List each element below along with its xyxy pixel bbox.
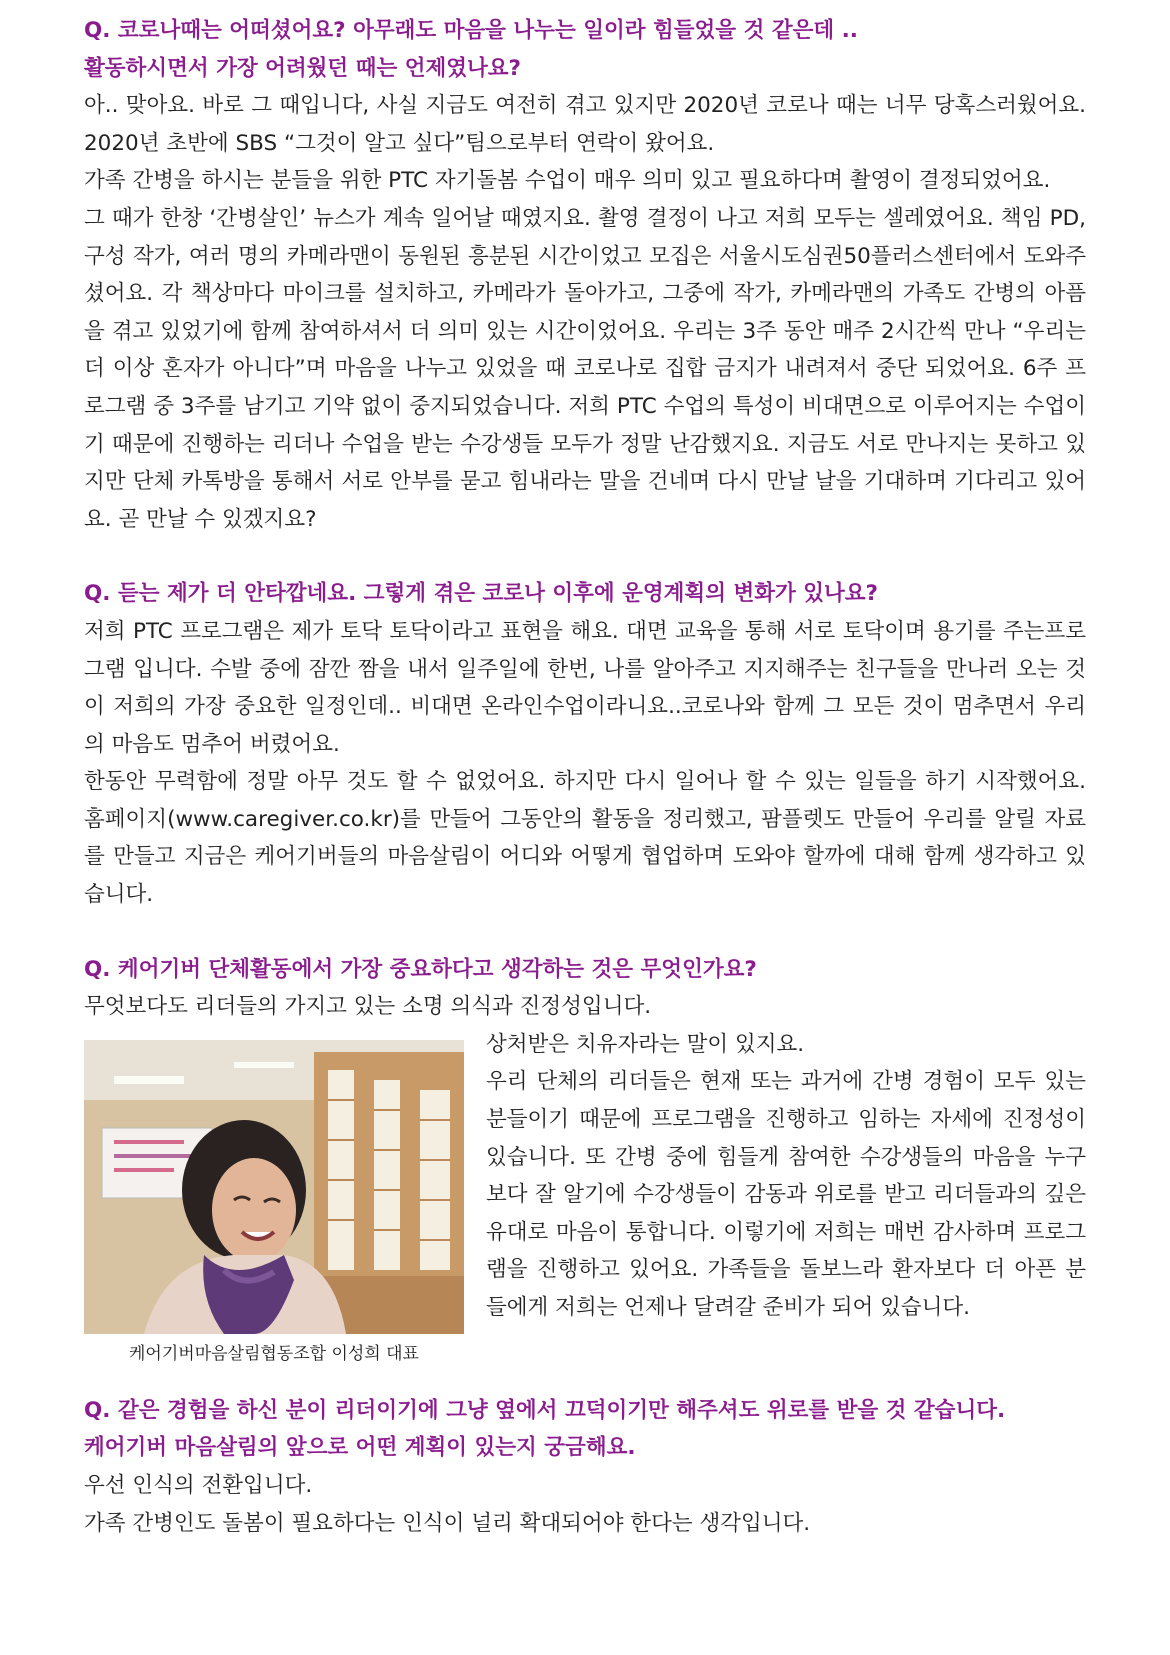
section-spacer: [84, 1374, 1086, 1392]
answer-4-paragraph-2: 가족 간병인도 돌봄이 필요하다는 인식이 널리 확대되어야 한다는 생각입니다.: [84, 1510, 811, 1536]
answer-3-paragraph-2: 우리 단체의 리더들은 현재 또는 과거에 간병 경험이 모두 있는 분들이기 때문에 프로그램을 진행하고 임하는 자세에 진정성이 있습니다. 또 간병 중에 힘들게 참여한 수강생들의 마음을 누구보다 잘 알기에 수강생들이 감동과 위로를 받고 리더들과의 깊은 유대로 마음이 통합니다. 이렇기에 저희는 매번 감사하며 프로그램을 진행하고 있어요. 가족들을 돌보느라 환자보다 더 아픈 분들에게 저희는 언제나 달려갈 준비가 되어 있습니다.: [486, 1069, 1086, 1320]
answer-1-paragraph-3: 그 때가 한창 ‘간병살인’ 뉴스가 계속 일어날 때였지요. 촬영 결정이 나고 저희 모두는 셀레였어요. 책임 PD, 구성 작가, 여러 명의 카메라맨이 동원된 흥분된 시간이었고 모집은 서울시도심권50플러스센터에서 도와주셨어요. 각 책상마다 마이크를 설치하고, 카메라가 돌아가고, 그중에 작가, 카메라맨의 가족도 간병의 아픔을 겪고 있었기에 함께 참여하셔서 더 의미 있는 시간이었어요. 우리는 3주 동안 매주 2시간씩 만나 “우리는 더 이상 혼자가 아니다”며 마음을 나누고 있었을 때 코로나로 집합 금지가 내려져서 중단 되었어요. 6주 프로그램 중 3주를 남기고 기약 없이 중지되었습니다. 저희 PTC 수업의 특성이 비대면으로 이루어지는 수업이기 때문에 진행하는 리더나 수업을 받는 수강생들 모두가 정말 난감했지요. 지금도 서로 만나지는 못하고 있지만 단체 카톡방을 통해서 서로 안부를 묻고 힘내라는 말을 건네며 다시 만날 날을 기대하며 기다리고 있어요. 곧 만날 수 있겠지요?: [84, 205, 1086, 532]
question-4-line-2: 케어기버 마음살림의 앞으로 어떤 계획이 있는지 궁금해요.: [84, 1435, 636, 1461]
question-1-line-1: Q. 코로나때는 어떠셨어요? 아무래도 마음을 나누는 일이라 힘들었을 것 같은데 ..: [84, 18, 858, 43]
answer-3-side-text: [486, 1026, 1086, 1374]
question-4-line-1: Q. 같은 경험을 하신 분이 리더이기에 그냥 옆에서 끄덕이기만 해주셔도 위로를 받을 것 같습니다.: [84, 1397, 1006, 1423]
answer-2-paragraph-1: 저희 PTC 프로그램은 제가 토닥 토닥이라고 표현을 해요. 대면 교육을 통해 서로 토닥이며 용기를 주는프로그램 입니다. 수발 중에 잠깐 짬을 내서 일주일에 한번, 나를 알아주고 지지해주는 친구들을 만나러 오는 것이 저희의 가장 중요한 일정인데.. 비대면 온라인수업이라니요..코로나와 함께 그 모든 것이 멈추면서 우리의 마음도 멈추어 버렸어요.: [84, 618, 1086, 757]
answer-3-paragraph-1: 상처받은 치유자라는 말이 있지요.: [486, 1031, 805, 1057]
section-spacer: [84, 914, 1086, 951]
question-2: Q. 듣는 제가 더 안타깝네요. 그렇게 겪은 코로나 이후에 운영계획의 변화가 있나요?: [84, 581, 879, 607]
question-3: Q. 케어기버 단체활동에서 가장 중요하다고 생각하는 것은 무엇인가요?: [84, 956, 757, 982]
photo-with-text: [84, 1026, 1086, 1374]
answer-4-paragraph-1: 우선 인식의 전환입니다.: [84, 1473, 313, 1499]
question-1-line-2: 활동하시면서 가장 어려웠던 때는 언제였나요?: [84, 55, 522, 81]
answer-2-paragraph-2: 한동안 무력함에 정말 아무 것도 할 수 없었어요. 하지만 다시 일어나 할 수 있는 일들을 하기 시작했어요. 홈페이지(www.caregiver.co.kr)를 만들어 그동안의 활동을 정리했고, 팜플렛도 만들어 우리를 알릴 자료를 만들고 지금은 케어기버들의 마음살림이 어디와 어떻게 협업하며 도와야 할까에 대해 함께 생각하고 있습니다.: [84, 769, 1086, 908]
portrait-photo: [84, 1040, 464, 1334]
answer-1-paragraph-1: 아.. 맞아요. 바로 그 때입니다, 사실 지금도 여전히 겪고 있지만 2020년 코로나 때는 너무 당혹스러웠어요. 2020년 초반에 SBS “그것이 알고 싶다”팀으로부터 연락이 왔어요.: [84, 93, 1086, 156]
figure: [84, 1026, 486, 1374]
interview-content: [84, 12, 1086, 1542]
answer-3-lead: 무엇보다도 리더들의 가지고 있는 소명 의식과 진정성입니다.: [84, 994, 652, 1020]
photo-caption: 케어기버마음살림협동조합 이성희 대표: [129, 1343, 419, 1364]
answer-1-paragraph-2: 가족 간병을 하시는 분들을 위한 PTC 자기돌봄 수업이 매우 의미 있고 필요하다며 촬영이 결정되었어요.: [84, 168, 1051, 194]
section-spacer: [84, 538, 1086, 575]
